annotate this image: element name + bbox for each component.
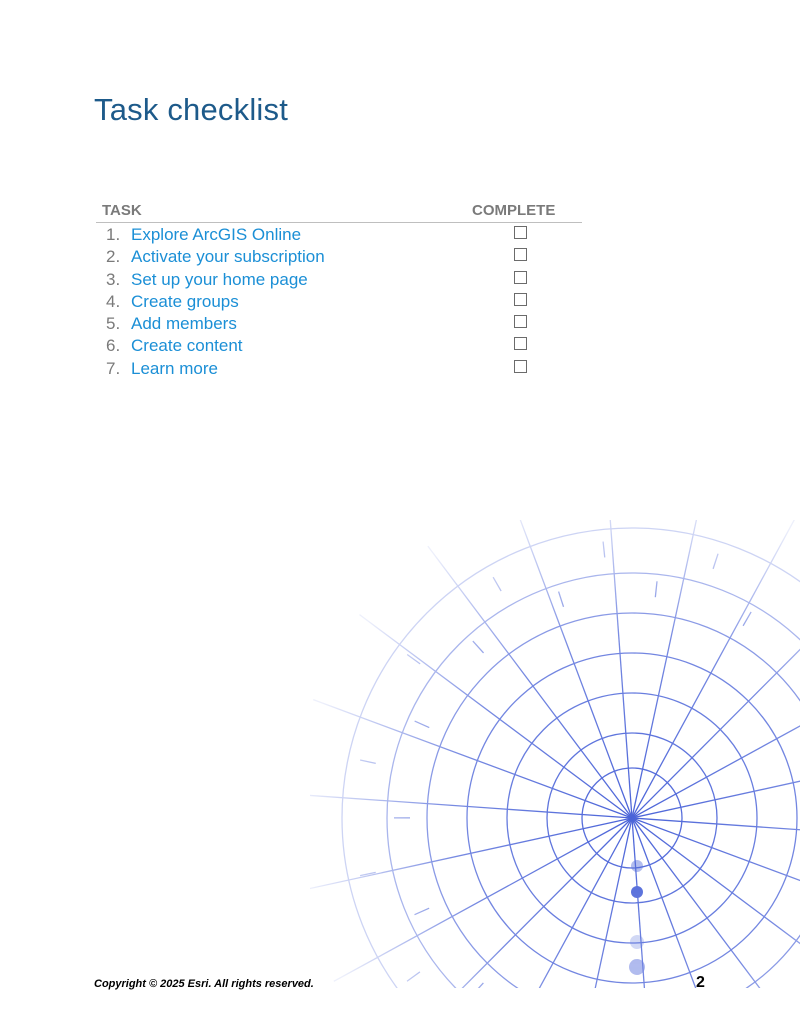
grid-spoke <box>632 818 800 988</box>
table-row <box>96 268 582 290</box>
grid-spoke <box>632 818 800 936</box>
grid-spoke <box>632 818 751 988</box>
table-row <box>96 290 582 312</box>
task-link-create-groups[interactable]: Create groups <box>131 291 239 311</box>
grid-dot <box>631 860 643 872</box>
grid-tick <box>415 721 430 728</box>
grid-tick <box>473 983 484 988</box>
grid-tick <box>743 612 751 626</box>
task-link-set-up-home-page[interactable]: Set up your home page <box>131 269 308 289</box>
grid-ring <box>427 613 800 988</box>
grid-spoke <box>313 700 632 818</box>
grid-spoke <box>360 615 632 818</box>
grid-spoke <box>428 546 632 818</box>
grid-spoke <box>632 577 800 818</box>
grid-tick <box>559 592 564 607</box>
task-link-learn-more[interactable]: Learn more <box>131 358 218 378</box>
page-title: Task checklist <box>94 92 289 127</box>
table-row <box>96 334 582 356</box>
grid-spoke <box>560 818 632 988</box>
grid-tick <box>655 581 657 597</box>
complete-checkbox[interactable] <box>514 248 527 261</box>
radial-grid-graphic-icon <box>310 520 800 988</box>
task-number: 1. <box>106 225 121 244</box>
header-complete: COMPLETE <box>472 202 556 219</box>
grid-spoke <box>632 818 800 988</box>
complete-checkbox[interactable] <box>514 315 527 328</box>
grid-ring <box>387 573 800 988</box>
table-row <box>96 245 582 267</box>
grid-dot <box>629 959 645 975</box>
task-number: 3. <box>106 269 121 289</box>
grid-dot <box>631 886 643 898</box>
grid-tick <box>713 554 718 569</box>
page-number: 2 <box>696 974 705 991</box>
grid-tick <box>473 641 484 653</box>
header-task: TASK <box>102 202 142 219</box>
table-row <box>96 357 582 379</box>
task-link-activate-subscription[interactable]: Activate your subscription <box>131 247 325 267</box>
table-row <box>96 223 582 245</box>
task-number: 6. <box>106 336 121 356</box>
grid-spoke <box>632 520 704 818</box>
task-link-explore-arcgis-online[interactable]: Explore ArcGIS Online <box>131 225 302 244</box>
task-link-create-content[interactable]: Create content <box>131 336 243 356</box>
copyright-text: Copyright © 2025 Esri. All rights reserved. <box>94 978 314 990</box>
grid-spoke <box>392 818 632 988</box>
table-row <box>96 312 582 334</box>
grid-tick <box>603 542 605 558</box>
task-number: 5. <box>106 314 121 334</box>
complete-checkbox[interactable] <box>514 293 527 306</box>
grid-tick <box>407 972 420 981</box>
complete-checkbox[interactable] <box>514 360 527 373</box>
complete-checkbox[interactable] <box>514 271 527 284</box>
task-checklist-table <box>96 200 582 379</box>
grid-dot <box>630 935 644 949</box>
complete-checkbox[interactable] <box>514 337 527 350</box>
task-number: 4. <box>106 291 121 311</box>
grid-tick <box>360 760 376 763</box>
complete-checkbox[interactable] <box>514 226 527 239</box>
task-number: 2. <box>106 247 121 267</box>
grid-tick <box>415 908 430 914</box>
table-header <box>96 200 582 223</box>
task-link-add-members[interactable]: Add members <box>131 314 237 334</box>
task-number: 7. <box>106 358 121 378</box>
grid-tick <box>493 577 501 591</box>
